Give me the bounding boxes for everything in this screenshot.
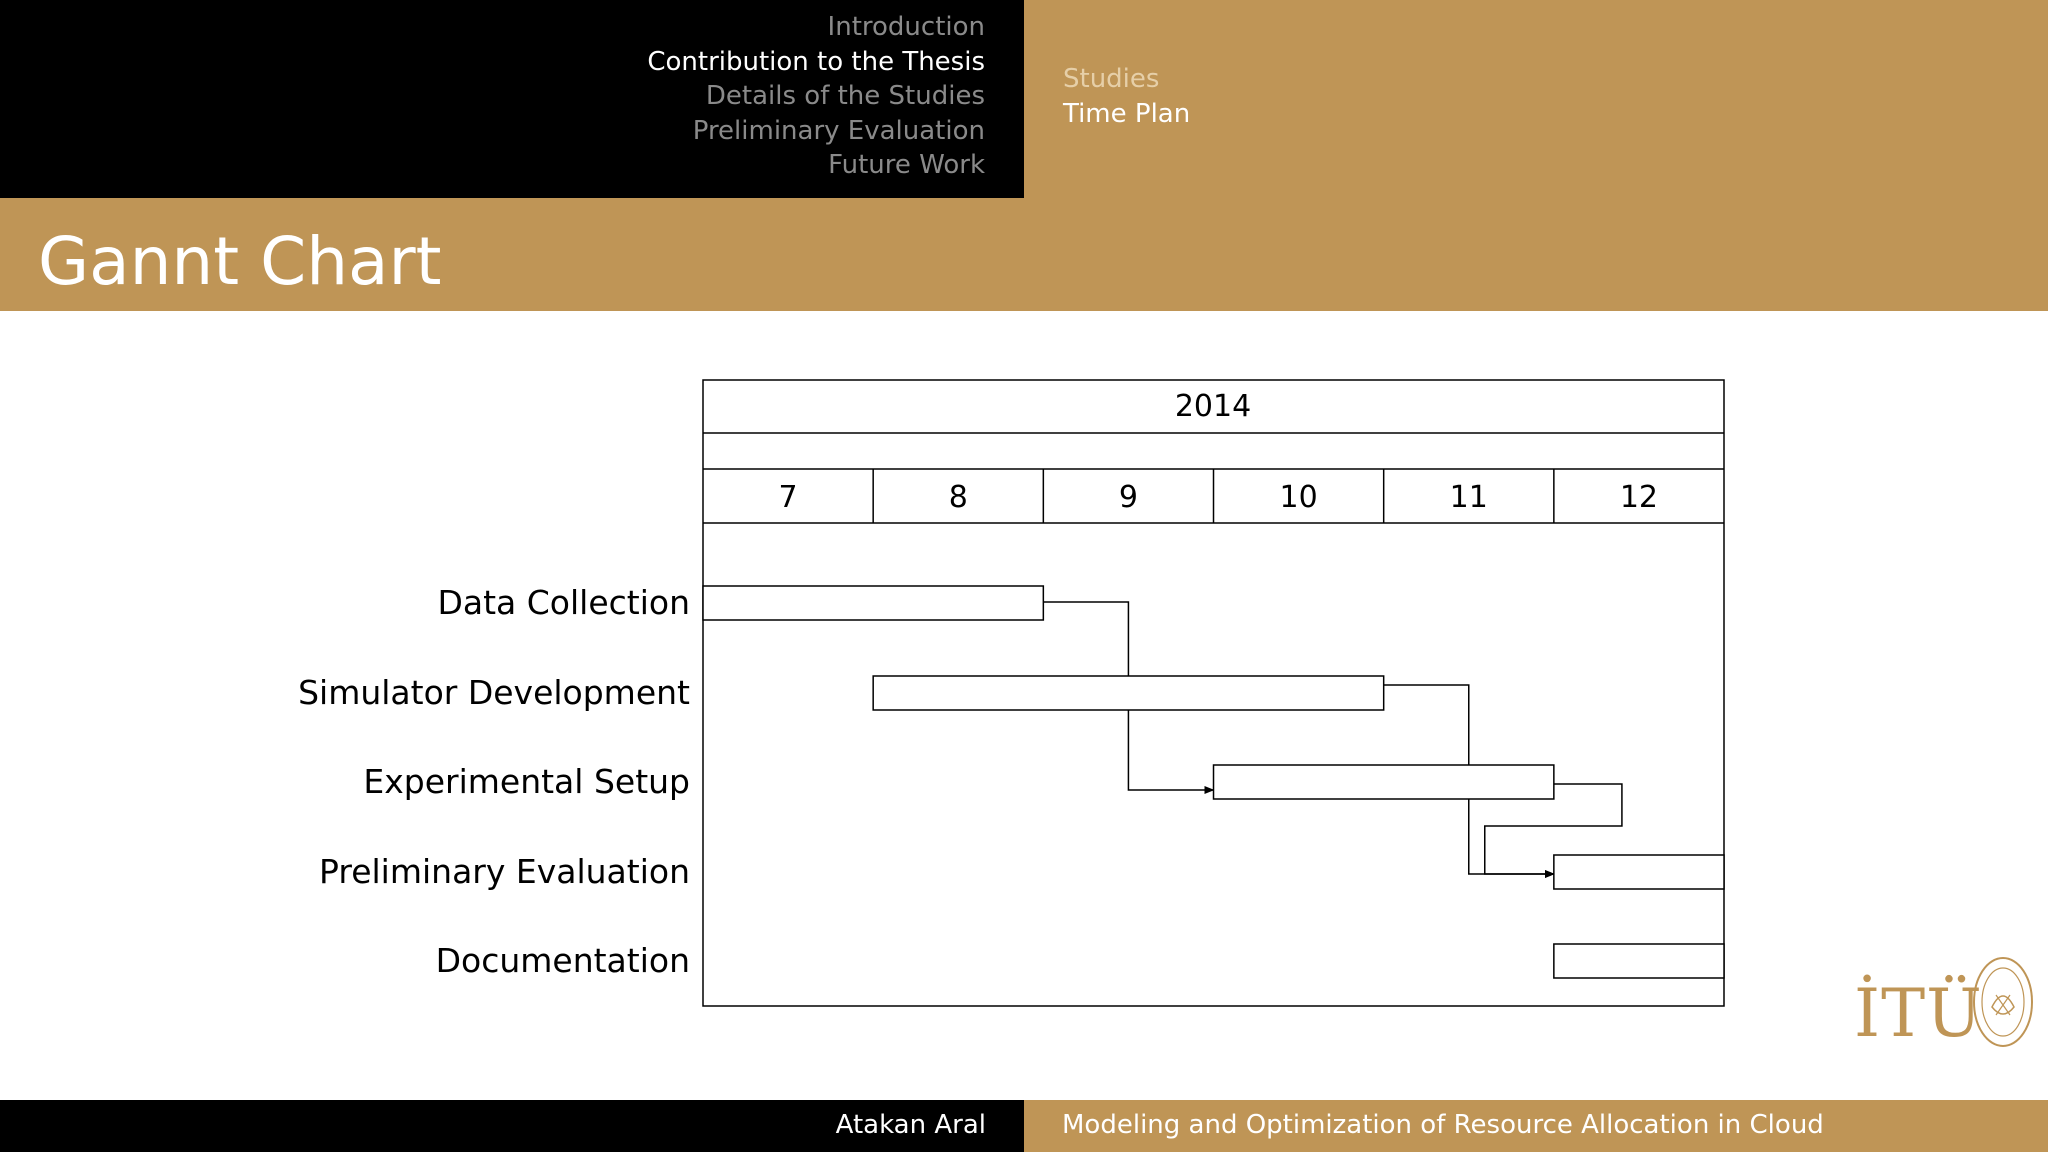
- gantt-task-label: Experimental Setup: [363, 762, 690, 801]
- nav-section-introduction[interactable]: Introduction: [827, 12, 985, 42]
- footer-title-panel: [1024, 1100, 2048, 1152]
- gantt-tasks: [298, 583, 1724, 980]
- itu-logo: [1850, 955, 2040, 1065]
- nav-section-contribution[interactable]: Contribution to the Thesis: [647, 46, 985, 77]
- nav-section-preliminary-evaluation[interactable]: Preliminary Evaluation: [692, 115, 985, 146]
- nav-section-future-work[interactable]: Future Work: [828, 150, 985, 180]
- gantt-month-label: 8: [948, 480, 968, 515]
- gantt-task-bar[interactable]: [1214, 765, 1554, 799]
- nav-section-details[interactable]: Details of the Studies: [705, 81, 985, 111]
- gantt-month-label: 7: [778, 480, 798, 515]
- gantt-month-label: 10: [1279, 480, 1318, 515]
- gantt-task-label: Simulator Development: [298, 673, 690, 712]
- gantt-month-label: 12: [1619, 480, 1659, 515]
- gantt-task-bar[interactable]: [873, 676, 1384, 710]
- gantt-task-bar[interactable]: [703, 586, 1043, 620]
- gantt-task-bar[interactable]: [1554, 944, 1724, 978]
- gantt-dependency-links: [1043, 602, 1622, 874]
- gantt-month-label: 11: [1449, 480, 1488, 515]
- gantt-task-label: Documentation: [435, 941, 690, 980]
- itu-seal-icon: [1972, 955, 2034, 1049]
- footer-author: Atakan Aral: [835, 1110, 986, 1140]
- gantt-month-label: 9: [1118, 480, 1138, 515]
- footer-title: Modeling and Optimization of Resource Allocation in Cloud: [1062, 1110, 1824, 1140]
- frame-title: Gannt Chart: [38, 223, 442, 300]
- itu-logo-text: İTÜ: [1854, 975, 1983, 1052]
- gantt-year-label: 2014: [1174, 389, 1252, 424]
- gantt-months: [779, 469, 1658, 523]
- nav-subsection-studies[interactable]: Studies: [1063, 64, 1160, 94]
- nav-subsection-time-plan[interactable]: Time Plan: [1063, 98, 1191, 129]
- gantt-task-label: Preliminary Evaluation: [319, 852, 690, 891]
- gantt-task-label: Data Collection: [437, 583, 690, 622]
- footer-author-panel: [0, 1100, 1024, 1152]
- gantt-task-bar[interactable]: [1554, 855, 1724, 889]
